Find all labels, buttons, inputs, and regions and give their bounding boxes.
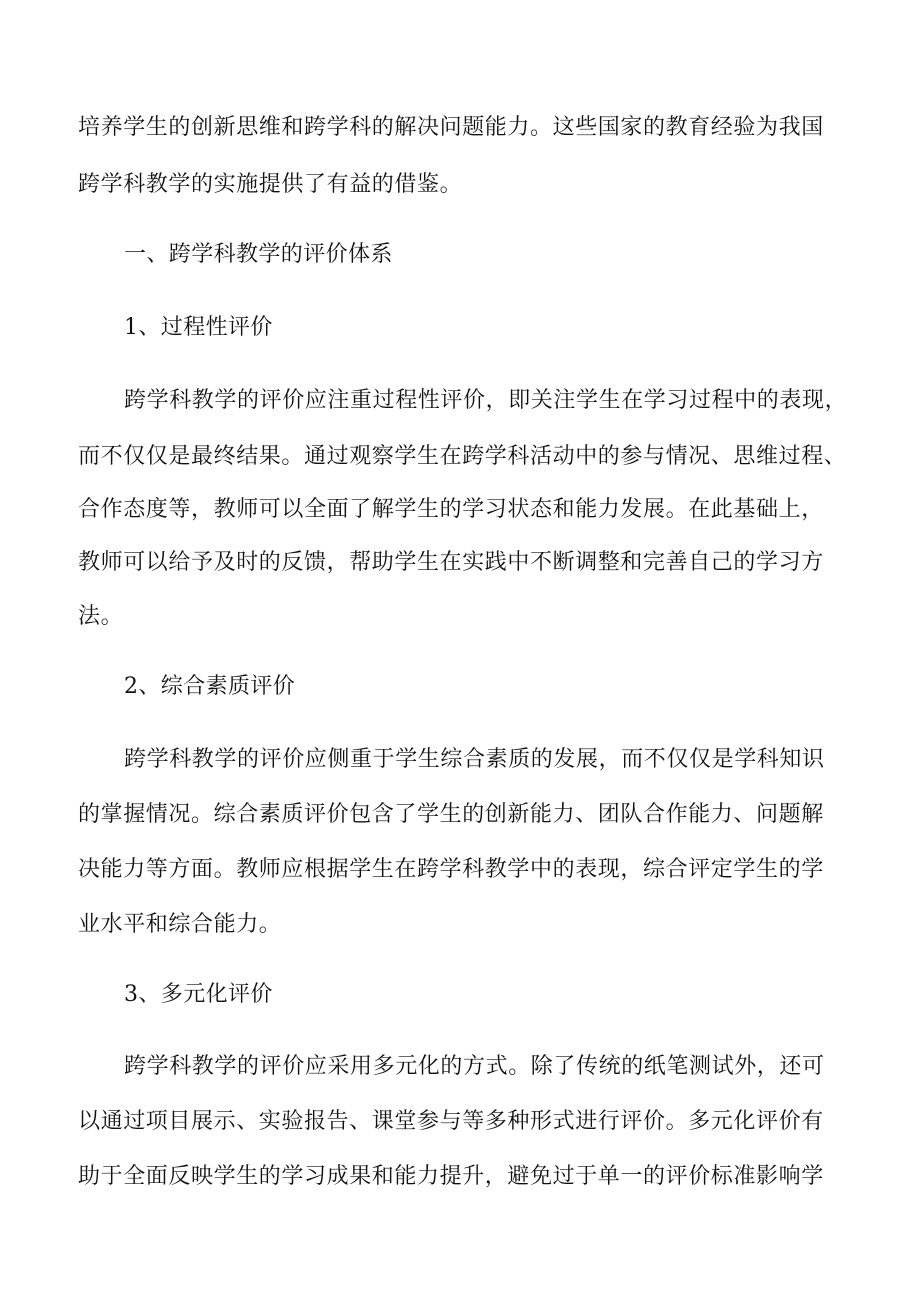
paragraph-3-line-1: 跨学科教学的评价应采用多元化的方式。除了传统的纸笔测试外，还可 (124, 1054, 825, 1079)
paragraph-1-line-5: 法。 (78, 604, 124, 629)
paragraph-1-line-1: 跨学科教学的评价应注重过程性评价，即关注学生在学习过程中的表现， (124, 388, 848, 413)
section-title: 一、跨学科教学的评价体系 (124, 242, 393, 267)
paragraph-1-line-2: 而不仅仅是最终结果。通过观察学生在跨学科活动中的参与情况、思维过程、 (78, 444, 847, 469)
paragraph-3-line-3: 助于全面反映学生的学习成果和能力提升，避免过于单一的评价标准影响学 (78, 1164, 824, 1189)
intro-line-1: 培养学生的创新思维和跨学科的解决问题能力。这些国家的教育经验为我国 (78, 115, 824, 140)
paragraph-1-line-4: 教师可以给予及时的反馈，帮助学生在实践中不断调整和完善自己的学习方 (78, 550, 824, 575)
paragraph-2-line-4: 业水平和综合能力。 (78, 912, 282, 937)
paragraph-2-line-3: 决能力等方面。教师应根据学生在跨学科教学中的表现，综合评定学生的学 (78, 857, 824, 882)
paragraph-2-line-1: 跨学科教学的评价应侧重于学生综合素质的发展，而不仅仅是学科知识 (124, 747, 825, 772)
subsection-heading-3: 3、多元化评价 (124, 982, 273, 1007)
paragraph-3-line-2: 以通过项目展示、实验报告、课堂参与等多种形式进行评价。多元化评价有 (78, 1109, 824, 1134)
paragraph-2-line-2: 的掌握情况。综合素质评价包含了学生的创新能力、团队合作能力、问题解 (78, 802, 824, 827)
paragraph-1-line-3: 合作态度等，教师可以全面了解学生的学习状态和能力发展。在此基础上， (78, 497, 824, 522)
subsection-heading-2: 2、综合素质评价 (124, 674, 296, 699)
subsection-heading-1: 1、过程性评价 (124, 315, 273, 340)
intro-line-2: 跨学科教学的实施提供了有益的借鉴。 (78, 172, 463, 197)
